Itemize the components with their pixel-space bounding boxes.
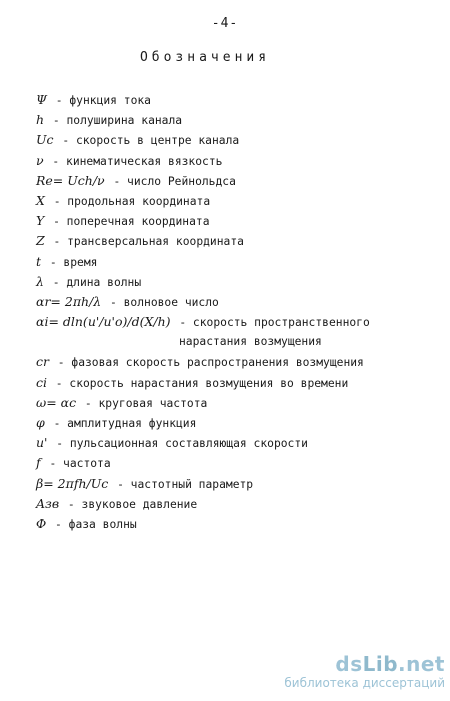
notation-description: - круговая частота (78, 396, 208, 410)
notation-description: - число Рейнольдса (106, 174, 236, 188)
notation-row (36, 272, 436, 292)
notation-row (36, 171, 436, 191)
notation-row (36, 292, 436, 312)
notation-symbol: Aзв (36, 495, 60, 511)
page-number: -4- (211, 16, 239, 31)
notation-row (36, 110, 436, 130)
notation-symbol: ω= αc (36, 394, 77, 410)
notation-description: - пульсационная составляющая скорости (49, 437, 308, 451)
notation-row (36, 231, 436, 251)
notation-symbol: Φ (36, 515, 47, 531)
notation-row (36, 252, 436, 272)
notation-symbol: ν (36, 152, 44, 168)
notation-symbol: Z (36, 233, 45, 249)
notation-symbol: Uc (36, 132, 54, 148)
notation-symbol: X (36, 192, 45, 208)
notation-row (36, 130, 436, 150)
notation-symbol: h (36, 112, 45, 128)
notation-symbol: u' (36, 435, 48, 451)
logo-suffix: .net (398, 652, 445, 676)
notation-row (36, 332, 436, 352)
notation-description: - скорость пространственного (172, 316, 370, 330)
notation-symbol: ci (36, 374, 47, 390)
notation-description: - волновое число (103, 295, 219, 309)
notation-symbol: αr= 2πh/λ (36, 293, 102, 309)
notation-row (36, 514, 436, 534)
notation-symbol: φ (36, 415, 45, 430)
logo-lib: Lib (362, 652, 399, 676)
notation-description: - полуширина канала (46, 114, 183, 128)
notation-row (36, 191, 436, 211)
logo-prefix: ds (335, 652, 363, 676)
notation-list (36, 90, 436, 534)
notation-description: - фаза волны (48, 517, 137, 531)
notation-row (36, 494, 436, 514)
watermark-tagline: библиотека диссертаций (284, 676, 445, 690)
notation-description: - частотный параметр (110, 477, 254, 491)
dslib-watermark (265, 652, 445, 690)
notation-symbol: λ (36, 273, 44, 289)
notation-description: - частота (42, 457, 111, 471)
dslib-logo (265, 652, 445, 676)
notation-symbol: t (36, 253, 42, 269)
notation-row (36, 151, 436, 171)
notation-symbol: αi= dln(u'/u'o)/d(X/h) (36, 314, 171, 330)
notation-description: - поперечная координата (46, 215, 210, 229)
notation-description: - длина волны (45, 275, 142, 289)
notation-symbol: Y (36, 213, 45, 229)
notation-description: - скорость в центре канала (55, 134, 240, 148)
notation-description: - амплитудная функция (46, 417, 197, 430)
notation-row (36, 373, 436, 393)
notation-description: - скорость нарастания возмущения во времени (49, 376, 349, 390)
notation-row (36, 90, 436, 110)
notation-symbol: β= 2πfh/Uc (36, 475, 109, 491)
notation-row (36, 312, 436, 332)
notation-symbol: cr (36, 354, 49, 370)
notation-description: - звуковое давление (61, 497, 198, 511)
notation-row (36, 393, 436, 413)
notation-description: - функция тока (48, 94, 151, 107)
notation-row (36, 453, 436, 473)
notation-row (36, 211, 436, 231)
notation-description-continuation: нарастания возмущения (179, 335, 322, 349)
page-title: Обозначения (139, 50, 271, 65)
notation-description: - продольная координата (46, 194, 211, 208)
notation-description: - фазовая скорость распространения возмущения (50, 356, 364, 370)
notation-row (36, 474, 436, 494)
notation-row (36, 413, 436, 433)
notation-description: - кинематическая вязкость (45, 154, 223, 168)
notation-description: - трансверсальная координата (46, 235, 244, 249)
notation-description: - время (43, 255, 98, 269)
notation-symbol: f (36, 455, 41, 471)
notation-symbol: Ψ (36, 92, 47, 107)
notation-row (36, 433, 436, 453)
notation-symbol: Re= Uch/ν (36, 172, 105, 188)
notation-row (36, 352, 436, 372)
